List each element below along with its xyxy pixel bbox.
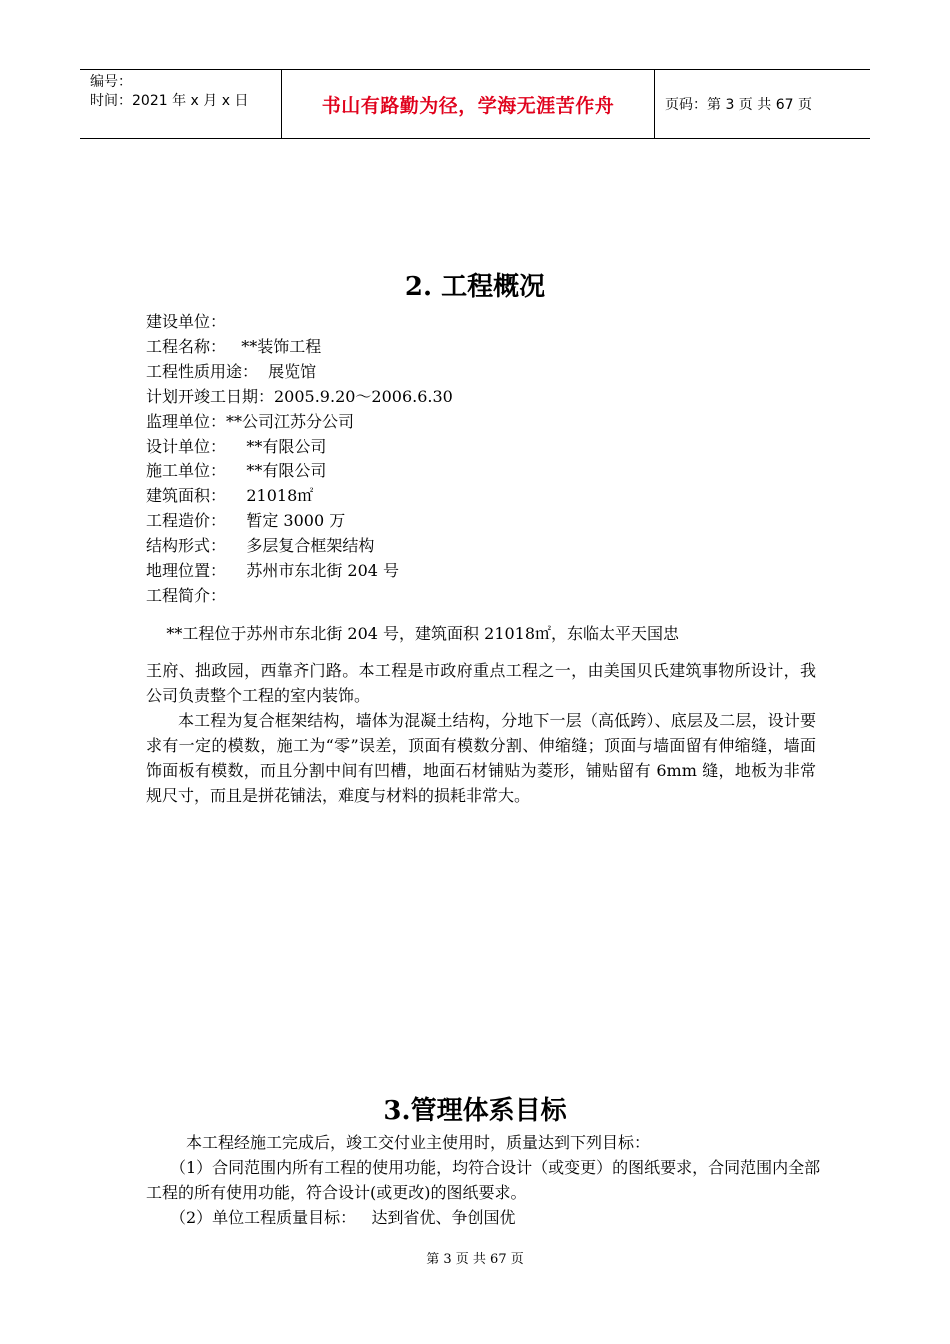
- intro-paragraph-1-rest: 王府、拙政园，西靠齐门路。本工程是市政府重点工程之一，由美国贝氏建筑事物所设计，我公司负责整个工程的室内装饰。: [146, 661, 816, 705]
- time-label: 时间：2021 年 x 月 x 日: [90, 93, 249, 109]
- info-row-client: 建设单位：: [146, 312, 227, 331]
- header-meta: [80, 70, 282, 138]
- project-info-list: [146, 310, 453, 609]
- goals-intro: 本工程经施工完成后，竣工交付业主使用时，质量达到下列目标：: [186, 1133, 651, 1152]
- goal-2: （2）单位工程质量目标： 达到省优、争创国优: [170, 1208, 516, 1227]
- info-row-location: 地理位置： 苏州市东北街 204 号: [146, 561, 400, 581]
- header-page-info: 页码：第 3 页 共 67 页: [665, 97, 812, 113]
- section-3-title: 3.管理体系目标: [383, 1096, 567, 1126]
- goal-1: （1）合同范围内所有工程的使用功能，均符合设计（或变更）的图纸要求，合同范围内全部工程的所有使用功能，符合设计(或更改)的图纸要求。: [146, 1158, 821, 1202]
- number-label: 编号：: [90, 74, 132, 90]
- info-row-supervisor: 监理单位：**公司江苏分公司: [146, 411, 355, 431]
- info-row-structure: 结构形式： 多层复合框架结构: [146, 536, 375, 556]
- header-motto: 书山有路勤为径，学海无涯苦作舟: [282, 70, 655, 138]
- intro-paragraph-2: 本工程为复合框架结构，墙体为混凝土结构，分地下一层（高低跨）、底层及二层，设计要求有一定的模数，施工为“零”误差，顶面有模数分割、伸缩缝；顶面与墙面留有伸缩缝，墙面饰面板有模数，而且分割中间有凹槽，地面石材铺贴为菱形，铺贴留有 6mm 缝，地板为非常规尺寸，而且是拼花铺法，难度与材料的损耗非常大。: [146, 711, 816, 805]
- page-header: [80, 69, 870, 139]
- info-row-area: 建筑面积： 21018㎡: [146, 486, 314, 506]
- info-row-cost: 工程造价： 暂定 3000 万: [146, 511, 346, 531]
- info-row-usage: 工程性质用途： 展览馆: [146, 361, 317, 381]
- info-row-intro-label: 工程简介：: [146, 585, 227, 605]
- info-row-name: 工程名称： **装饰工程: [146, 336, 322, 356]
- intro-paragraph-1-line-1: **工程位于苏州市东北街 204 号，建筑面积 21018㎡，东临太平天国忠: [146, 624, 680, 643]
- section-2-title: 2. 工程概况: [404, 272, 546, 302]
- info-row-contractor: 施工单位： **有限公司: [146, 461, 327, 481]
- info-row-schedule: 计划开竣工日期：2005.9.20～2006.6.30: [146, 386, 453, 406]
- page-footer: 第 3 页 共 67 页: [426, 1252, 524, 1267]
- info-row-designer: 设计单位： **有限公司: [146, 436, 327, 456]
